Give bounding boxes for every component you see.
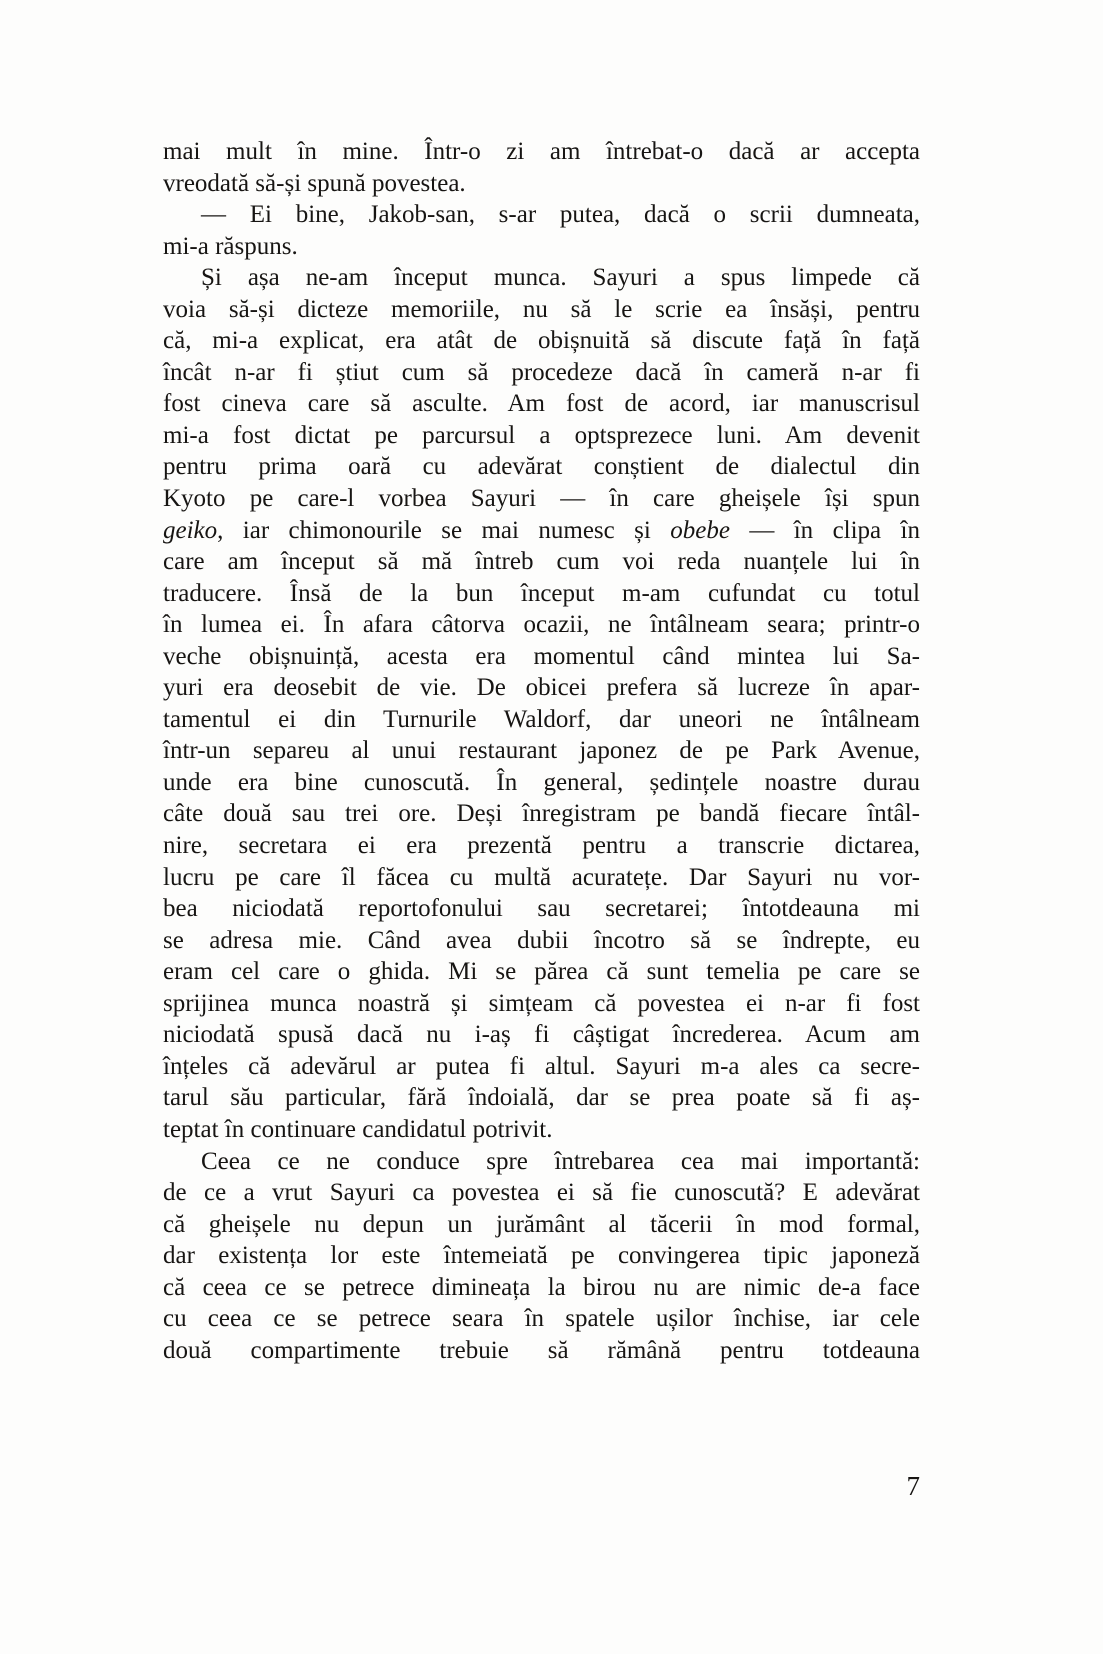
- paragraph: [163, 136, 920, 199]
- text-line: vreodată să-și spună povestea.: [163, 169, 466, 197]
- text-line: în lumea ei. În afara câtorva ocazii, ne întâlneam seara; printr-o: [163, 611, 920, 639]
- text-line: mi-a fost dictat pe parcursul a optsprezece luni. Am devenit: [163, 421, 920, 449]
- text-line: mai mult în mine. Într-o zi am întrebat-o dacă ar accepta: [163, 138, 920, 165]
- paragraph: [163, 199, 920, 262]
- text-line: yuri era deosebit de vie. De obicei prefera să lucreze în apar-: [163, 674, 920, 702]
- text-line: că gheișele nu depun un jurământ al tăcerii în mod formal,: [163, 1210, 920, 1238]
- text-line: tamentul ei din Turnurile Waldorf, dar uneori ne întâlneam: [163, 705, 920, 733]
- text-line: lucru pe care îl făcea cu multă acuratețe. Dar Sayuri nu vor-: [163, 863, 920, 891]
- text-line: nire, secretara ei era prezentă pentru a transcrie dictarea,: [163, 832, 920, 860]
- paragraph: [163, 262, 920, 1145]
- text-line: unde era bine cunoscută. În general, ședințele noastre durau: [163, 768, 920, 796]
- text-line: geiko, iar chimonourile se mai numesc și obebe — în clipa în: [163, 516, 920, 544]
- text-line: că ceea ce se petrece dimineața la birou nu are nimic de-a face: [163, 1273, 920, 1301]
- text-line: se adresa mie. Când avea dubii încotro să se îndrepte, eu: [163, 926, 920, 954]
- text-block: [163, 136, 920, 1366]
- text-line: traducere. Însă de la bun început m-am cufundat cu totul: [163, 579, 920, 607]
- text-line: voia să-și dicteze memoriile, nu să le scrie ea însăși, pentru: [163, 295, 920, 323]
- text-line: mi-a răspuns.: [163, 232, 298, 260]
- text-line: două compartimente trebuie să rămână pentru totdeauna: [163, 1336, 920, 1364]
- text-line: dar existența lor este întemeiată pe convingerea tipic japoneză: [163, 1242, 920, 1270]
- text-line: teptat în continuare candidatul potrivit.: [163, 1115, 553, 1143]
- text-line: câte două sau trei ore. Deși înregistram pe bandă fiecare întâl-: [163, 800, 920, 828]
- text-line: sprijinea munca noastră și simțeam că povestea ei n-ar fi fost: [163, 989, 920, 1017]
- text-line: fost cineva care să asculte. Am fost de acord, iar manuscrisul: [163, 390, 920, 418]
- text-line: veche obișnuință, acesta era momentul când mintea lui Sa-: [163, 642, 920, 670]
- text-line: de ce a vrut Sayuri ca povestea ei să fie cunoscută? E adevărat: [163, 1179, 920, 1207]
- text-line: cu ceea ce se petrece seara în spatele ușilor închise, iar cele: [163, 1305, 920, 1333]
- text-line: eram cel care o ghida. Mi se părea că sunt temelia pe care se: [163, 958, 920, 986]
- text-line: încât n-ar fi știut cum să procedeze dacă în cameră n-ar fi: [163, 358, 920, 386]
- text-line: pentru prima oară cu adevărat conștient de dialectul din: [163, 453, 920, 481]
- text-line: care am început să mă întreb cum voi reda nuanțele lui în: [163, 548, 920, 576]
- text-line: într-un separeu al unui restaurant japonez de pe Park Avenue,: [163, 737, 920, 765]
- text-line: Kyoto pe care-l vorbea Sayuri — în care gheișele își spun: [163, 485, 920, 513]
- text-line: tarul său particular, fără îndoială, dar se prea poate să fi aș-: [163, 1084, 920, 1112]
- text-line: că, mi-a explicat, era atât de obișnuită să discute față în față: [163, 327, 920, 355]
- text-line: bea niciodată reportofonului sau secretarei; întotdeauna mi: [163, 895, 920, 923]
- text-line: niciodată spusă dacă nu i-aș fi câștigat încrederea. Acum am: [163, 1021, 920, 1049]
- paragraph: [163, 1146, 920, 1367]
- text-line: Și așa ne-am început munca. Sayuri a spus limpede că: [201, 264, 920, 292]
- page-number: 7: [906, 1471, 920, 1501]
- text-line: — Ei bine, Jakob-san, s-ar putea, dacă o scrii dumneata,: [201, 201, 920, 229]
- text-line: înțeles că adevărul ar putea fi altul. Sayuri m-a ales ca secre-: [163, 1052, 920, 1080]
- text-line: Ceea ce ne conduce spre întrebarea cea mai importantă:: [201, 1147, 920, 1175]
